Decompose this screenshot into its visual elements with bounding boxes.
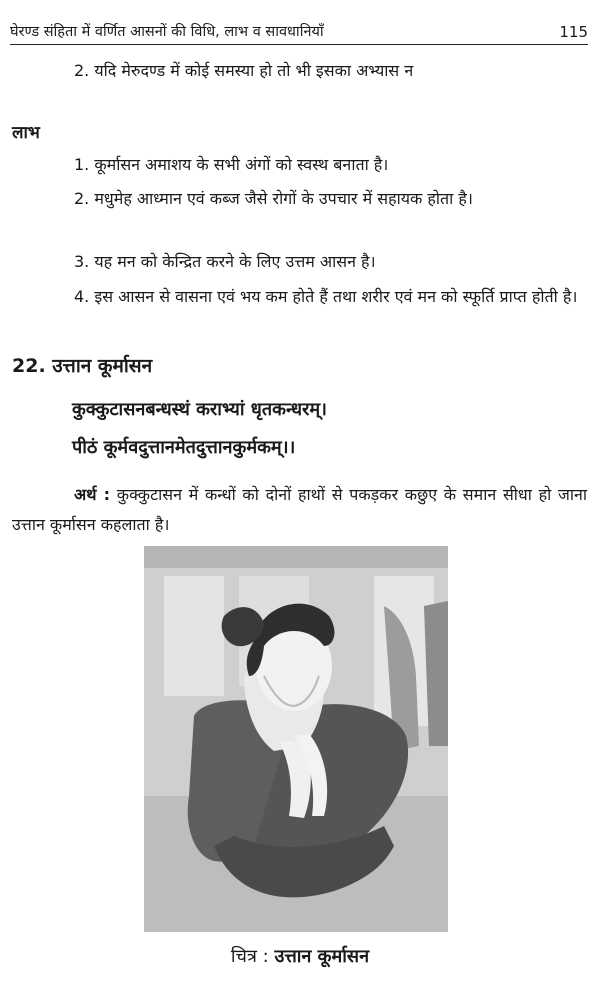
precaution-item-2 — [12, 56, 587, 116]
asana-photo — [144, 546, 448, 932]
benefit-item-4: 4. इस आसन से वासना एवं भय कम होते हैं तथा शरीर एवं मन को स्फूर्ति प्राप्त होती है। — [74, 287, 578, 306]
meaning-label: अर्थ : — [74, 485, 111, 504]
caption-label: चित्र : — [230, 946, 269, 967]
section-heading: 22. उत्तान कूर्मासन — [12, 355, 153, 377]
benefit-item-3: 3. यह मन को केन्द्रित करने के लिए उत्तम आसन है। — [74, 252, 376, 271]
benefit-item-1: 1. कूर्मासन अमाशय के सभी अंगों को स्वस्थ बनाता है। — [74, 155, 389, 174]
benefit-item-2: 2. मधुमेह आध्मान एवं कब्ज जैसे रोगों के उपचार में सहायक होता है। — [74, 189, 473, 208]
running-header — [10, 22, 588, 45]
meaning-paragraph — [12, 480, 587, 540]
page-number: 115 — [559, 23, 588, 41]
verse-line-1: कुक्कुटासनबन्धस्थं कराभ्यां धृतकन्धरम्। — [72, 399, 327, 420]
meaning-text: कुक्कुटासन में कन्धों को दोनों हाथों से पकड़कर कछुए के समान सीधा हो जाना उत्तान कूर्मासन कहलाता है। — [12, 485, 588, 534]
verse-line-2: पीठं कूर्मवदुत्तानमेतदुत्तानकुर्मकम्।। — [72, 437, 296, 458]
running-title: घेरण्ड संहिता में वर्णित आसनों की विधि, लाभ व सावधानियाँ — [10, 24, 324, 40]
precaution-item-2-line1: 2. यदि मेरुदण्ड में कोई समस्या हो तो भी इसका अभ्यास न — [74, 61, 414, 80]
benefits-heading: लाभ — [12, 123, 40, 143]
figure-caption — [0, 944, 600, 970]
asana-illustration — [144, 546, 448, 932]
caption-title: उत्तान कूर्मासन — [274, 946, 370, 967]
